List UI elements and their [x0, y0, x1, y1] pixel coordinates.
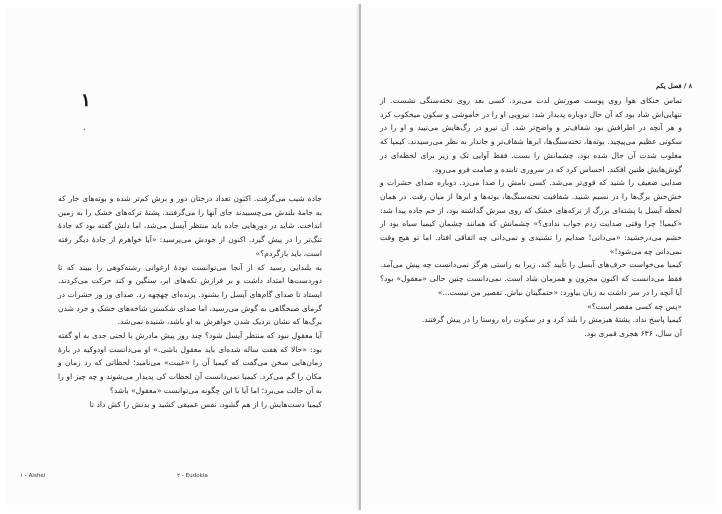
paragraph: کیمیا دست‌هایش را از هم گشود، نفس عمیقی کشید و بدنش را کش داد تا — [89, 399, 322, 409]
left-page — [6, 8, 358, 506]
book-gutter — [359, 4, 361, 510]
paragraph: آیا معقول نبود که منتظر آیسل شود؟ چند روز پیش مادرش با لحنی جدی به او گفته بود: «حالا که هفت ساله شده‌ای باید معقول باشی.» او می‌دانست اودوکیه در بارهٔ زمان‌هایی سخن می‌گفت که کیمیا آن را «غیبت» می‌نامید؛ لحظاتی که رد زمان و مکان را گم می‌کرد. کیمیا نمی‌دانست آن لحظات کی پدیدار می‌شوند و چه چیز او را به آن حالت می‌برد؛ اما آیا با این چگونه می‌توانست «معقول» باشد؟ — [58, 331, 322, 395]
paragraph: کیمیا پاسخ نداد. پشتهٔ هیزمش را بلند کرد و در سکوت راه روستا را در پیش گرفتند. — [421, 315, 682, 325]
running-head: ۸ / فصل یکم — [656, 82, 693, 90]
paragraph: جاده شیب می‌گرفت. اکنون تعداد درختان دور و برش کم‌تر شده و بوته‌های خار که به جامهٔ بلندش می‌چسبیدند جای آنها را می‌گرفتند. پشتهٔ ترکه‌های خشک را به زمین انداخت. شاید در دورهایی جاده باید منتظر آیسل می‌شد، اما دلش گفته بود که جادهٔ تنگ‌تر را در پیش گیرد. اکنون از خودش می‌پرسید: «آیا خواهرم از جادهٔ دیگر رفته است، باید بازگردم؟» — [58, 194, 322, 258]
paragraph: تماس خنکای هوا روی پوست صورتش لذت می‌برد. کسی بعد روی تخته‌سنگی نشست. از تنهایی‌اش شاد بود که آن حال دوباره پدیدار شد: نیرویی او را در خاموشی و سکون میخکوب کرد و هر آنچه در اطرافش بود شفاف‌تر و واضح‌تر شد. آن نیرو در رگ‌هایش می‌تپید و او را در سکوتی عظیم می‌پیچید. بوته‌ها، تخته‌سنگ‌ها، ابرها شفاف‌تر و جاندار به نظر می‌رسیدند. کیمیا که مغلوب شدت آن حال شده بود، چشمانش را بست. فقط آوایی تک و زیر برای لحظه‌ای در گوش‌هایش طنین افکند. احساس کرد که در سروری تابنده و صامت فرو می‌رود. — [380, 96, 682, 174]
paragraph: آن سال، ۶۳۶ هجری قمری بود. — [584, 328, 682, 338]
ornament-dot: · — [83, 125, 87, 136]
chapter-number: ۱ — [81, 90, 91, 111]
right-page-text — [380, 94, 682, 341]
footnote-aishel: ۱ - Aishel — [20, 473, 46, 479]
left-page-text — [58, 192, 322, 411]
paragraph: «پس چه کسی مقصر است؟» — [587, 301, 682, 311]
paragraph: صدایی ضعیف را شنید که قوی‌تر می‌شد. کسی نامش را صدا می‌زد. دوباره صدای حشرات و خش‌خش برگ‌ها را در نسیم شنید. شفافیت تخته‌سنگ‌ها، بوته‌ها و ابرها از میان رفت. در همان لحظه آیسل با پشته‌ای بزرگ از ترکه‌های خشک که روی سرش گذاشته بود، از خم جاده پیدا شد: «کیمیا! چرا وقتی صدایت زدم جواب ندادی؟» چشمانش که همانند چشمان کیمیا سیاه بود از خشم می‌درخشید: «می‌دانی! صدایم را تشنیدی و نمی‌دانی چه اتفاقی افتاد. اما تو هیچ وقت نمی‌دانی چه می‌شود!» — [380, 178, 682, 256]
paragraph: به بلندایی رسید که از آنجا می‌توانست تودهٔ ارغوانی رشته‌کوهی را ببیند که تا دوردست‌ها امتداد داشت و بر فرازش تکه‌های ابر، سنگین و کند حرکت می‌کردند. ایستاد تا صدای گام‌های آیسل را بشنود. پرنده‌ای چهچهه زد. صدای وز وز حشرات در گرمای صبحگاهی به گوش می‌رسید، اما صدای شکستن شاخه‌های خشک و خرد شدن برگ‌ها که نشان نزدیک شدن خواهرش به او باشد، شنیده نمی‌شد. — [58, 262, 322, 327]
right-page — [362, 8, 716, 506]
paragraph: کیمیا می‌خواست حرف‌های آیسل را تأیید کند، زیرا به راستی هرگز نمی‌دانست چه پیش می‌آمد. فقط می‌دانست که اکنون محزون و همزمان شاد است. نمی‌دانست چنین حالی «معقول» بود؟ آیا آنچه را در سر داشت به زبان بیاورد: «حتمگینان نباش. تقصیر من نیست...» — [380, 260, 682, 297]
footnote-eudokia: ۲ - Eudokia — [177, 473, 208, 479]
